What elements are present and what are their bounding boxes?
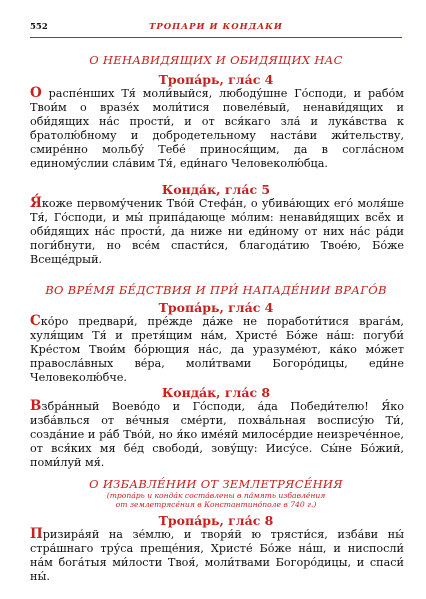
- hymn-text: [30, 314, 404, 385]
- section-title-earthquake: О ИЗБАВЛЕ́НИИ ОТ ЗЕМЛЕТРЯСЕ́НИЯ: [89, 477, 343, 491]
- hymn-text: [30, 527, 404, 584]
- hymn-body: распе́нших Тя́ моли́выйся, любоду́шне Го́споди, и рабо́м Твои́м о вразе́х моли́тися повеле́вый, ненави́дящих и оби́дящих на́с прости́, и от вся́каго зла́ и лука́вства к братолю́бному и добродетельному наста́ви жи́тельству, смире́нно мольбу́ Тебе́ принося́щим, да в согла́сном единому́слии сла́вим Тя́, еди́наго Человеколю́бца.: [30, 87, 404, 170]
- hymn-title: Тропа́рь, гла́с 4: [158, 72, 274, 87]
- hymn-body: збра́нный Воево́до и Го́споди, а́да Победи́телю! Я́ко изба́влься от ве́чныя сме́рти, похва́льная воспису́ю Ти́, созда́ние и ра́б Тво́й, но я́ко име́яй милосе́рдие неизрече́нное, от вся́ких мя бе́д свободи́, зову́щу: Иису́се. Сы́не Бо́жий, поми́луй мя́.: [30, 400, 404, 469]
- drop-initial: В: [30, 398, 42, 414]
- hymn-body: ризира́яй на зе́млю, и творя́й ю трясти́ся, изба́ви ны́ стра́шнаго тру́са преще́ния, Христе́ Бо́же на́ш, и ниспосли́ на́м бога́тыя ми́лости Твоя́, моли́твами Богоро́дицы, и спаси́ ны́.: [30, 528, 404, 583]
- hymn-body: коже первому́ченик Тво́й Стефа́н, о убива́ющих его́ моля́ше Тя́, Го́споди, и мы́ припа́дающе мо́лим: ненави́дящих всё́х и оби́дящих на́с прости́, да ниже ни еди́ному от них на́с ра́ди поги́бнути, но все́м спасти́ся, благода́тию Твое́ю, Бо́же Всеще́дрый.: [30, 197, 404, 266]
- drop-initial: С: [30, 313, 41, 329]
- drop-initial: Я́: [30, 195, 42, 211]
- drop-initial: П: [30, 526, 43, 542]
- section-title-calamity: ВО ВРЕ́МЯ БЕ́ДСТВИЯ И ПРИ́ НАПАДЕ́НИИ ВРАГО́В: [45, 283, 387, 297]
- drop-initial: О: [30, 85, 42, 101]
- hymn-title: Конда́к, гла́с 8: [161, 385, 271, 400]
- hymn-text: [30, 86, 404, 171]
- hymn-title: Тропа́рь, гла́с 4: [158, 300, 274, 315]
- hymn-title: Конда́к, гла́с 5: [161, 182, 271, 197]
- page-header: [30, 22, 402, 36]
- header-rule: [30, 37, 402, 38]
- section-note: от землетрясе́ния в Константино́поле в 740 г.): [115, 500, 317, 509]
- running-title: ТРОПАРИ И КОНДАКИ: [149, 22, 283, 32]
- section-title-enemies: О НЕНАВИДЯЩИХ И ОБИДЯЩИХ НАС: [89, 53, 343, 67]
- hymn-text: [30, 196, 404, 267]
- hymn-text: [30, 399, 404, 470]
- hymn-title: Тропа́рь, гла́с 8: [158, 513, 274, 528]
- hymn-body: ко́ро предвари́, пре́жде да́же не поработи́тися врага́м, хуля́щим Тя́ и претя́щим на́м, Христе́ Бо́же на́ш: погуби́ Кре́стом Твои́м бо́рющия на́с, да уразуме́ют, ка́ко мо́жет правосла́вных ве́ра, моли́твами Богоро́дицы, еди́не Человеколю́бче.: [30, 315, 404, 384]
- section-note: (тропа́рь и конда́к соста́влены в па́мять избавле́ния: [106, 491, 326, 500]
- page-number: 552: [30, 22, 48, 32]
